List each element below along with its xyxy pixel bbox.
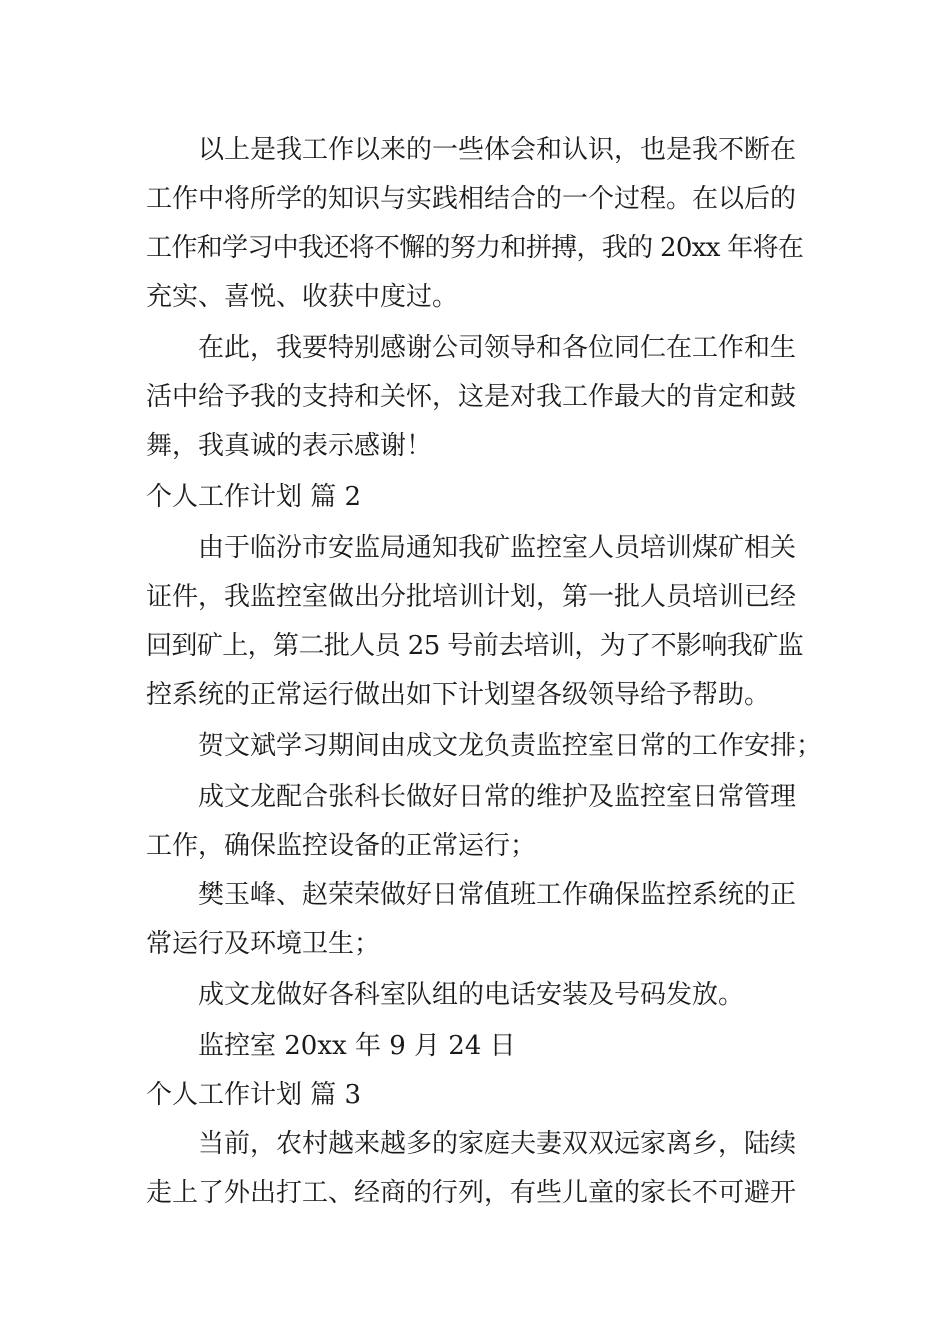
paragraph-line: 回到矿上，第二批人员 25 号前去培训，为了不影响我矿监 — [146, 631, 804, 661]
paragraph-line: 成文龙配合张科长做好日常的维护及监控室日常管理 — [198, 782, 797, 812]
paragraph-line: 由于临汾市安监局通知我矿监控室人员培训煤矿相关 — [198, 533, 797, 563]
paragraph-line: 工作中将所学的知识与实践相结合的一个过程。在以后的 — [146, 184, 797, 214]
paragraph-line: 工作和学习中我还将不懈的努力和拼搏，我的 20xx 年将在 — [146, 233, 804, 263]
signature-line: 监控室 20xx 年 9 月 24 日 — [198, 1031, 516, 1061]
paragraph-line: 常运行及环境卫生； — [146, 929, 381, 959]
paragraph-line: 充实、喜悦、收获中度过。 — [146, 282, 459, 312]
paragraph-line: 证件，我监控室做出分批培训计划，第一批人员培训已经 — [146, 582, 797, 612]
paragraph-line: 以上是我工作以来的一些体会和认识，也是我不断在 — [198, 135, 797, 165]
section-heading: 个人工作计划 篇 2 — [146, 482, 362, 512]
paragraph-line: 工作，确保监控设备的正常运行； — [146, 831, 537, 861]
paragraph-line: 走上了外出打工、经商的行列，有些儿童的家长不可避开 — [146, 1178, 797, 1208]
paragraph-line: 活中给予我的支持和关怀，这是对我工作最大的肯定和鼓 — [146, 382, 797, 412]
paragraph-line: 当前，农村越来越多的家庭夫妻双双远家离乡，陆续 — [198, 1129, 797, 1159]
paragraph-line: 在此，我要特别感谢公司领导和各位同仁在工作和生 — [198, 333, 797, 363]
paragraph-line: 控系统的正常运行做出如下计划望各级领导给予帮助。 — [146, 680, 771, 710]
paragraph-line: 成文龙做好各科室队组的电话安装及号码发放。 — [198, 980, 745, 1010]
paragraph-line: 贺文斌学习期间由成文龙负责监控室日常的工作安排； — [198, 731, 823, 761]
paragraph-line: 樊玉峰、赵荣荣做好日常值班工作确保监控系统的正 — [198, 880, 797, 910]
section-heading: 个人工作计划 篇 3 — [146, 1080, 362, 1110]
paragraph-line: 舞，我真诚的表示感谢！ — [146, 431, 433, 461]
